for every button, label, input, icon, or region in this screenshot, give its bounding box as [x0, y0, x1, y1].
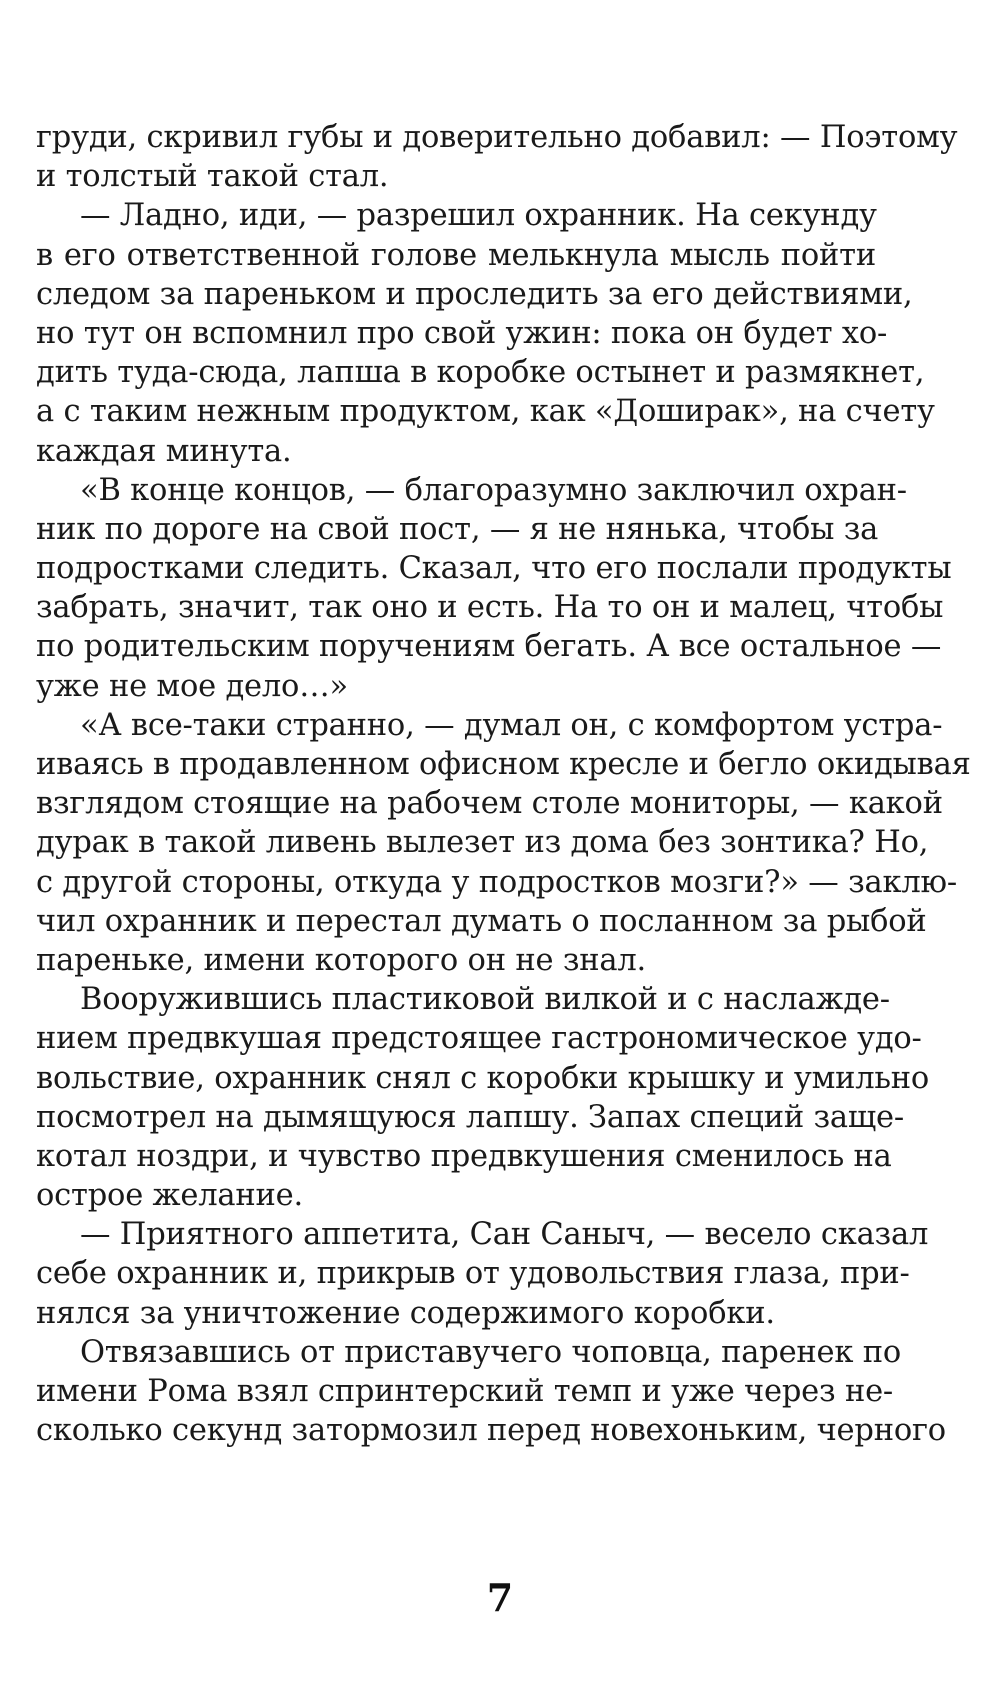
text-line: имени Рома взял спринтерский темп и уже через не- — [36, 1374, 894, 1409]
text-line: котал ноздри, и чувство предвкушения сменилось на — [36, 1138, 892, 1174]
text-line: «В конце концов, — благоразумно заключил охран- — [80, 472, 907, 508]
text-line: острое желание. — [36, 1178, 304, 1214]
text-line: по родительским поручениям бегать. А все остальное — — [36, 629, 942, 665]
text-line: дурак в такой ливень вылезет из дома без зонтика? Но, — [36, 825, 929, 861]
text-line: иваясь в продавленном офисном кресле и бегло окидывая — [36, 747, 971, 782]
page-number: 7 — [486, 1575, 514, 1620]
text-line: забрать, значит, так оно и есть. На то он и малец, чтобы — [36, 590, 944, 626]
text-line: — Приятного аппетита, Сан Саныч, — весело сказал — [80, 1217, 929, 1253]
text-line: каждая минута. — [36, 433, 292, 469]
text-line: подростками следить. Сказал, что его послали продукты — [36, 551, 952, 587]
text-line: дить туда-сюда, лапша в коробке остынет и размякнет, — [36, 355, 925, 391]
text-line: — Ладно, иди, — разрешил охранник. На секунду — [80, 198, 877, 234]
text-line: вольствие, охранник снял с коробки крышку и умильно — [36, 1060, 930, 1096]
text-line: «А все-таки странно, — думал он, с комфортом устра- — [80, 707, 943, 743]
text-line: но тут он вспомнил про свой ужин: пока он будет хо- — [36, 315, 888, 351]
text-line: Вооружившись пластиковой вилкой и с наслажде- — [80, 982, 890, 1018]
text-line: с другой стороны, откуда у подростков мозги?» — заклю- — [36, 864, 957, 900]
text-line: Отвязавшись от приставучего чоповца, паренек по — [80, 1334, 902, 1370]
body-text — [36, 118, 971, 1450]
text-line: уже не мое дело…» — [36, 668, 348, 704]
text-line: нием предвкушая предстоящее гастрономическое удо- — [36, 1021, 922, 1057]
text-line: взглядом стоящие на рабочем столе мониторы, — какой — [36, 786, 943, 822]
text-line: чил охранник и перестал думать о посланном за рыбой — [36, 903, 927, 939]
text-line: ник по дороге на свой пост, — я не нянька, чтобы за — [36, 511, 879, 547]
text-line: сколько секунд затормозил перед новехоньким, черного — [36, 1413, 946, 1449]
text-line: груди, скривил губы и доверительно добавил: — Поэтому — [36, 120, 958, 155]
text-line: и толстый такой стал. — [36, 159, 389, 195]
text-line: пареньке, имени которого он не знал. — [36, 942, 647, 978]
text-line: себе охранник и, прикрыв от удовольствия глаза, при- — [36, 1256, 910, 1292]
text-line: в его ответственной голове мелькнула мысль пойти — [36, 237, 876, 273]
text-line: а с таким нежным продуктом, как «Доширак», на счету — [36, 394, 935, 430]
text-line: посмотрел на дымящуюся лапшу. Запах специй защe- — [36, 1099, 905, 1135]
text-line: следом за пареньком и проследить за его действиями, — [36, 276, 913, 312]
text-line: нялся за уничтожение содержимого коробки. — [36, 1295, 775, 1331]
